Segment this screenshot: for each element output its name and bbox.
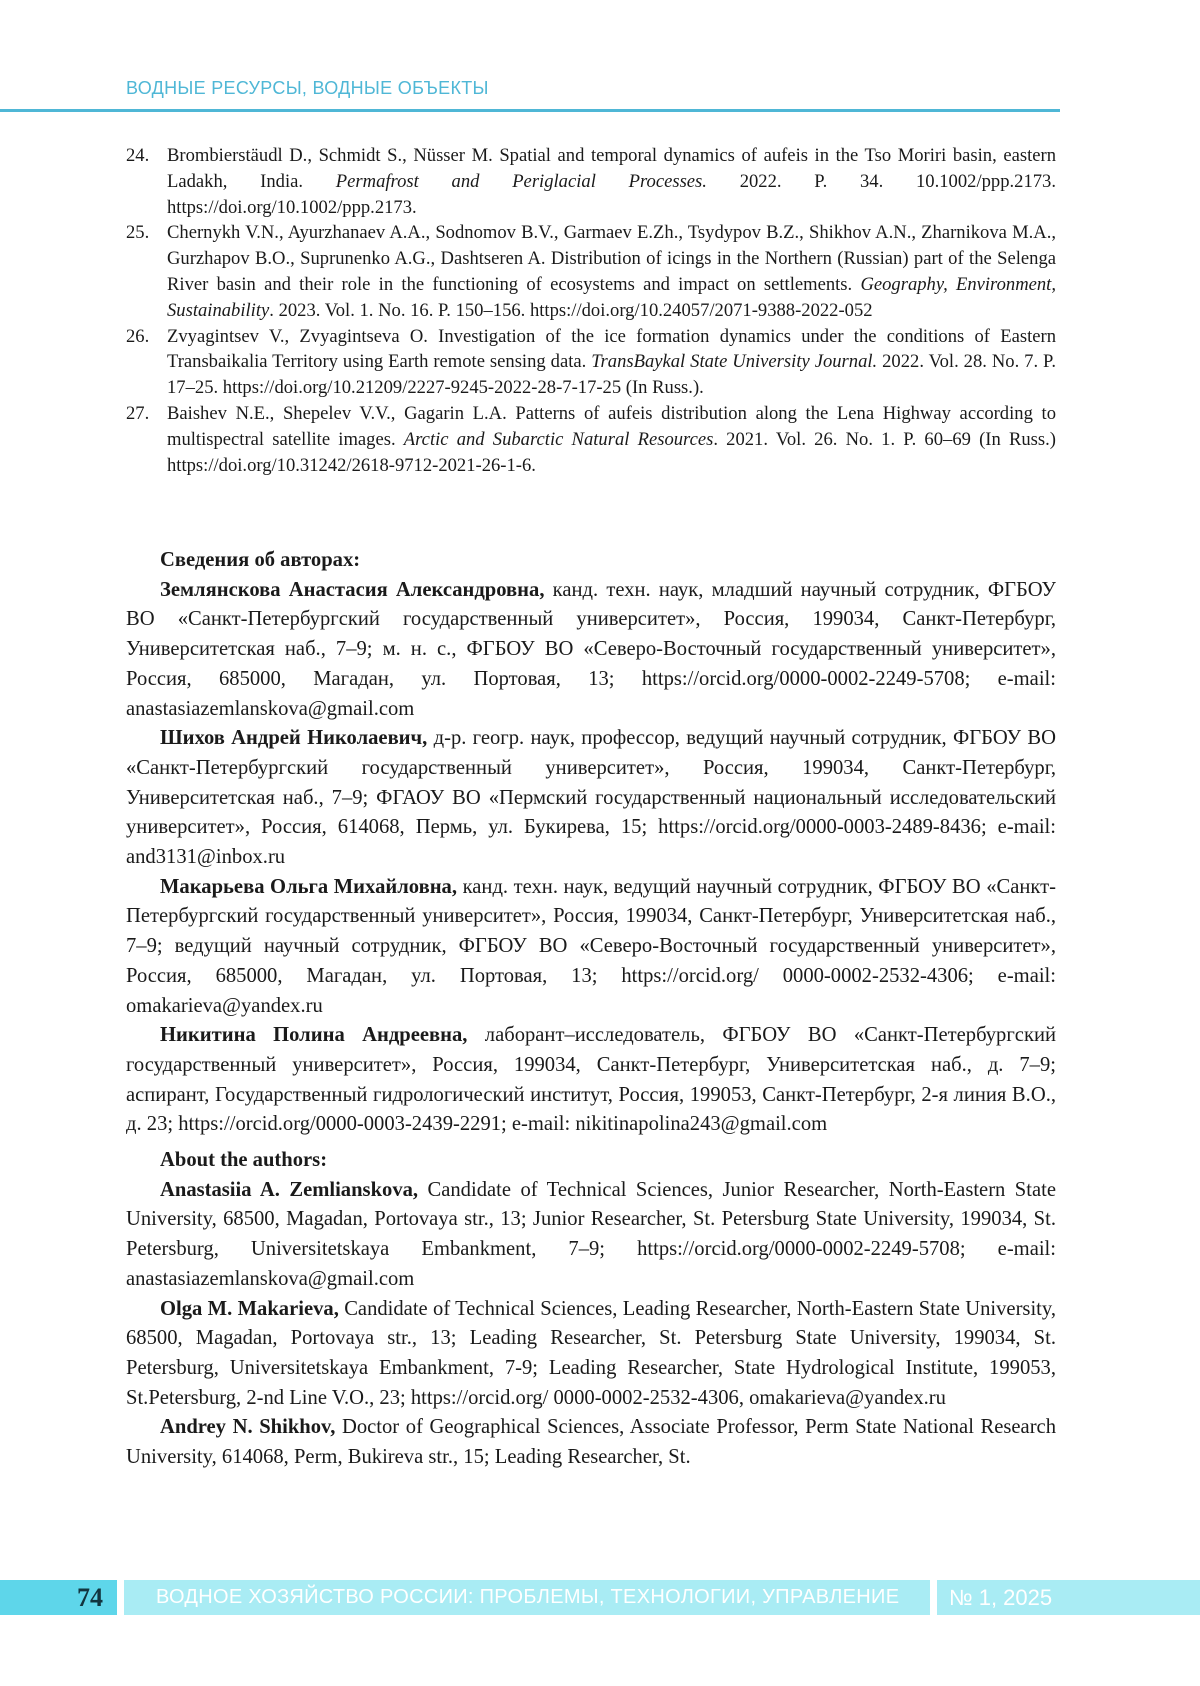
reference-details: 2022. Vol. 28. No. 7. P. 17–25. https://doi.org/10.21209/2227-9245-2022-28-7-17-25 (In Russ.). <box>167 351 1056 399</box>
author-details: д-р. геогр. наук, профессор, ведущий научный сотрудник, ФГБОУ ВО «Санкт-Петербургский государственный университет», Россия, 199034, Санкт-Петербург, Университетская наб., 7–9; ФГАОУ ВО «Пермский государственный национальный исследовательский университет», Россия, 614068, Пермь, ул. Букирева, 15; https://orcid.org/0000-0003-2489-8436; e-mail: and3131@inbox.ru <box>126 727 1056 869</box>
authors-heading-en: About the authors: <box>160 1149 328 1172</box>
reference-number: 27. <box>126 402 150 424</box>
page-number: 74 <box>0 1580 117 1615</box>
author-details: Candidate of Technical Sciences, Junior Researcher, North-Eastern State University, 68500, Magadan, Portovaya str., 13; Junior Researcher, St. Petersburg State University, 199034, St. Petersburg, Universitetskaya Embankment, 7–9; https://orcid.org/0000-0002-2249-5708; e-mail: anastasiazemlanskova@gmail.com <box>126 1178 1056 1290</box>
author-entry-ru <box>126 724 1056 873</box>
author-name: Andrey N. Shikhov, <box>160 1416 336 1439</box>
author-name: Землянскова Анастасия Александровна, <box>160 578 545 601</box>
author-name: Olga M. Makarieva, <box>160 1297 339 1320</box>
reference-authors-title: Brombierstäudl D., Schmidt S., Nüsser M. Spatial and temporal dynamics of aufeis in the Tso Moriri basin, eastern Ladakh, India. <box>167 145 1056 192</box>
author-entry-ru <box>126 576 1056 725</box>
reference-authors-title: Zvyagintsev V., Zvyagintseva O. Investigation of the ice formation dynamics under the conditions of Eastern Transbaikalia Territory using Earth remote sensing data. <box>167 325 1056 373</box>
reference-journal: Permafrost and Periglacial Processes. <box>335 170 707 192</box>
author-entry-en <box>126 1413 1056 1472</box>
reference-item <box>126 401 1056 478</box>
author-entry-ru <box>126 1021 1056 1140</box>
page-footer <box>0 1580 1200 1615</box>
author-entry-en <box>126 1295 1056 1414</box>
reference-authors-title: Chernykh V.N., Ayurzhanaev A.A., Sodnomov B.V., Garmaev E.Zh., Tsydypov B.Z., Shikhov A.N., Zharnikova M.A., Gurzhapov B.O., Suprunenko A.G., Dashtseren A. Distribution of icings in the Northern (Russian) part of the Selenga River basin and their role in the functioning of ecosystems and impact on settlements. <box>167 222 1056 295</box>
author-details: лаборант–исследователь, ФГБОУ ВО «Санкт-Петербургский государственный университет», Россия, 199034, Санкт-Петербург, Университетская наб., д. 7–9; аспирант, Государственный гидрологический институт, Россия, 199053, Санкт-Петербург, 2-я линия В.О., д. 23; https://orcid.org/0000-0003-2439-2291; e-mail: nikitinapolina243@gmail.com <box>126 1024 1056 1136</box>
reference-journal: Arctic and Subarctic Natural Resources <box>403 428 714 450</box>
running-header: ВОДНЫЕ РЕСУРСЫ, ВОДНЫЕ ОБЪЕКТЫ <box>126 78 489 98</box>
reference-details: . 2021. Vol. 26. No. 1. P. 60–69 (In Russ.) https://doi.org/10.31242/2618-9712-2021-26-1-6. <box>167 428 1056 476</box>
reference-details: 2022. P. 34. 10.1002/ppp.2173. https://doi.org/10.1002/ppp.2173. <box>167 170 1056 218</box>
author-entry-en <box>126 1176 1056 1295</box>
authors-section <box>126 546 1056 1473</box>
reference-number: 24. <box>126 145 150 166</box>
author-name: Anastasiia A. Zemlianskova, <box>160 1178 419 1201</box>
author-details: канд. техн. наук, ведущий научный сотрудник, ФГБОУ ВО «Санкт-Петербургский государственный университет», Россия, 199034, Санкт-Петербург, Университетская наб., 7–9; ведущий научный сотрудник, ФГБОУ ВО «Северо-Восточный государственный университет», Россия, 685000, Магадан, ул. Портовая, 13; https://orcid.org/ 0000-0002-2532-4306; e-mail: omakarieva@yandex.ru <box>126 875 1057 1017</box>
author-name: Макарьева Ольга Михайловна, <box>160 875 458 898</box>
reference-details: . 2023. Vol. 1. No. 16. P. 150–156. https://doi.org/10.24057/2071-9388-2022-052 <box>269 299 873 321</box>
reference-number: 25. <box>126 222 150 244</box>
author-entry-ru <box>126 873 1056 1022</box>
author-details: Doctor of Geographical Sciences, Associate Professor, Perm State National Research University, 614068, Perm, Bukireva str., 15; Leading Researcher, St. <box>126 1416 1056 1469</box>
author-details: канд. техн. наук, младший научный сотрудник, ФГБОУ ВО «Санкт-Петербургский государственный университет», Россия, 199034, Санкт-Петербург, Университетская наб., 7–9; м. н. с., ФГБОУ ВО «Северо-Восточный государственный университет», Россия, 685000, Магадан, ул. Портовая, 13; https://orcid.org/0000-0002-2249-5708; e-mail: anastasiazemlanskova@gmail.com <box>126 578 1056 720</box>
header-rule <box>0 109 1060 112</box>
authors-heading-ru: Сведения об авторах: <box>160 549 361 571</box>
reference-journal: Geography, Environment, Sustainability <box>167 273 1056 321</box>
reference-item <box>126 143 1056 220</box>
journal-title: ВОДНОЕ ХОЗЯЙСТВО РОССИИ: ПРОБЛЕМЫ, ТЕХНОЛОГИИ, УПРАВЛЕНИЕ <box>124 1580 930 1615</box>
reference-list <box>126 143 1056 478</box>
issue-label: № 1, 2025 <box>937 1580 1200 1615</box>
reference-journal: TransBaykal State University Journal. <box>591 351 878 373</box>
reference-authors-title: Baishev N.E., Shepelev V.V., Gagarin L.A. Patterns of aufeis distribution along the Lena Highway according to multispectral satellite images. <box>167 402 1056 450</box>
author-name: Никитина Полина Андреевна, <box>160 1024 468 1047</box>
author-name: Шихов Андрей Николаевич, <box>160 727 428 750</box>
reference-number: 26. <box>126 325 150 347</box>
author-details: Candidate of Technical Sciences, Leading Researcher, North-Eastern State University, 68500, Magadan, Portovaya str., 13; Leading Researcher, St. Petersburg State University, 199034, St. Petersburg, Universitetskaya Embankment, 7-9; Leading Researcher, State Hydrological Institute, 199053, St.Petersburg, 2-nd Line V.O., 23; https://orcid.org/ 0000-0002-2532-4306, omakarieva@yandex.ru <box>126 1297 1056 1409</box>
reference-item <box>126 324 1056 401</box>
reference-item <box>126 220 1056 323</box>
